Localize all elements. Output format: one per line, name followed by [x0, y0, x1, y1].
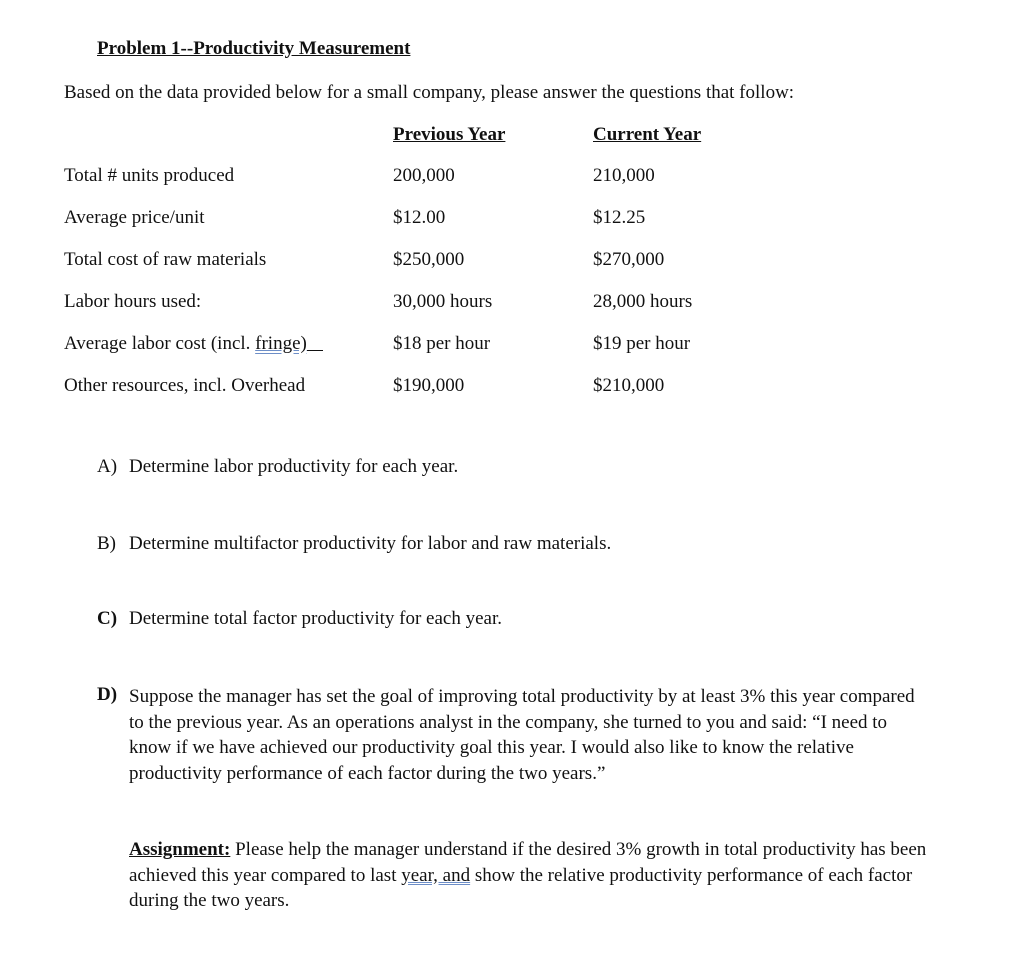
row-value-current: 210,000	[593, 165, 655, 186]
question-d-text: Suppose the manager has set the goal of improving total productivity by at least 3% this year compared to the previous year. As an operations analyst in the company, she turned to you and said: “I need to know if we have achieved our productivity goal this year. I would also like to know the relative productivity performance of each factor during the two years.”	[129, 686, 915, 784]
question-c-text: Determine total factor productivity for each year.	[129, 608, 502, 629]
row-label-units-produced: Total # units produced	[64, 165, 235, 186]
question-b-text: Determine multifactor productivity for labor and raw materials.	[129, 533, 612, 554]
column-header-current-year: Current Year	[593, 124, 702, 145]
row-value-current: 28,000 hours	[593, 291, 693, 312]
row-label-raw-materials: Total cost of raw materials	[64, 249, 267, 270]
question-c-letter: C)	[97, 608, 118, 629]
underline-tail	[307, 349, 323, 351]
row-label-labor-hours: Labor hours used:	[64, 291, 202, 312]
assignment-text-before: Please help the manager understand if the desired 3% growth in total productivity has been achieved this year compared to last	[129, 839, 927, 886]
row-value-current: $12.25	[593, 207, 646, 228]
column-header-previous-year: Previous Year	[393, 124, 506, 145]
row-value-previous: $250,000	[393, 249, 465, 270]
page-title: Problem 1--Productivity Measurement	[97, 38, 411, 59]
assignment-paragraph	[129, 837, 929, 914]
question-d-letter: D)	[97, 684, 118, 705]
assignment-heading: Assignment:	[129, 839, 231, 860]
row-value-previous: $18 per hour	[393, 333, 491, 354]
row-label-other-resources: Other resources, incl. Overhead	[64, 375, 306, 396]
question-d	[97, 684, 927, 786]
question-b-letter: B)	[97, 533, 116, 554]
question-c	[97, 608, 502, 630]
question-a-letter: A)	[97, 456, 118, 477]
assignment-text-after: show the relative productivity performance of each factor during the two years.	[129, 864, 913, 911]
row-value-previous: $190,000	[393, 375, 465, 396]
row-value-previous: $12.00	[393, 207, 446, 228]
intro-text: Based on the data provided below for a small company, please answer the questions that follow:	[64, 82, 795, 103]
assignment-text-squiggle: year, and	[401, 864, 471, 886]
row-label-labor-cost-prefix: Average labor cost (incl.	[64, 333, 256, 354]
row-value-current: $19 per hour	[593, 333, 691, 354]
row-label-labor-cost	[64, 333, 323, 355]
question-b	[97, 533, 611, 555]
question-a-text: Determine labor productivity for each year.	[129, 456, 459, 477]
question-a	[97, 456, 458, 478]
fringe-word: fringe)	[255, 333, 307, 354]
row-value-previous: 30,000 hours	[393, 291, 493, 312]
row-value-previous: 200,000	[393, 165, 455, 186]
row-value-current: $210,000	[593, 375, 665, 396]
row-value-current: $270,000	[593, 249, 665, 270]
row-label-average-price: Average price/unit	[64, 207, 205, 228]
